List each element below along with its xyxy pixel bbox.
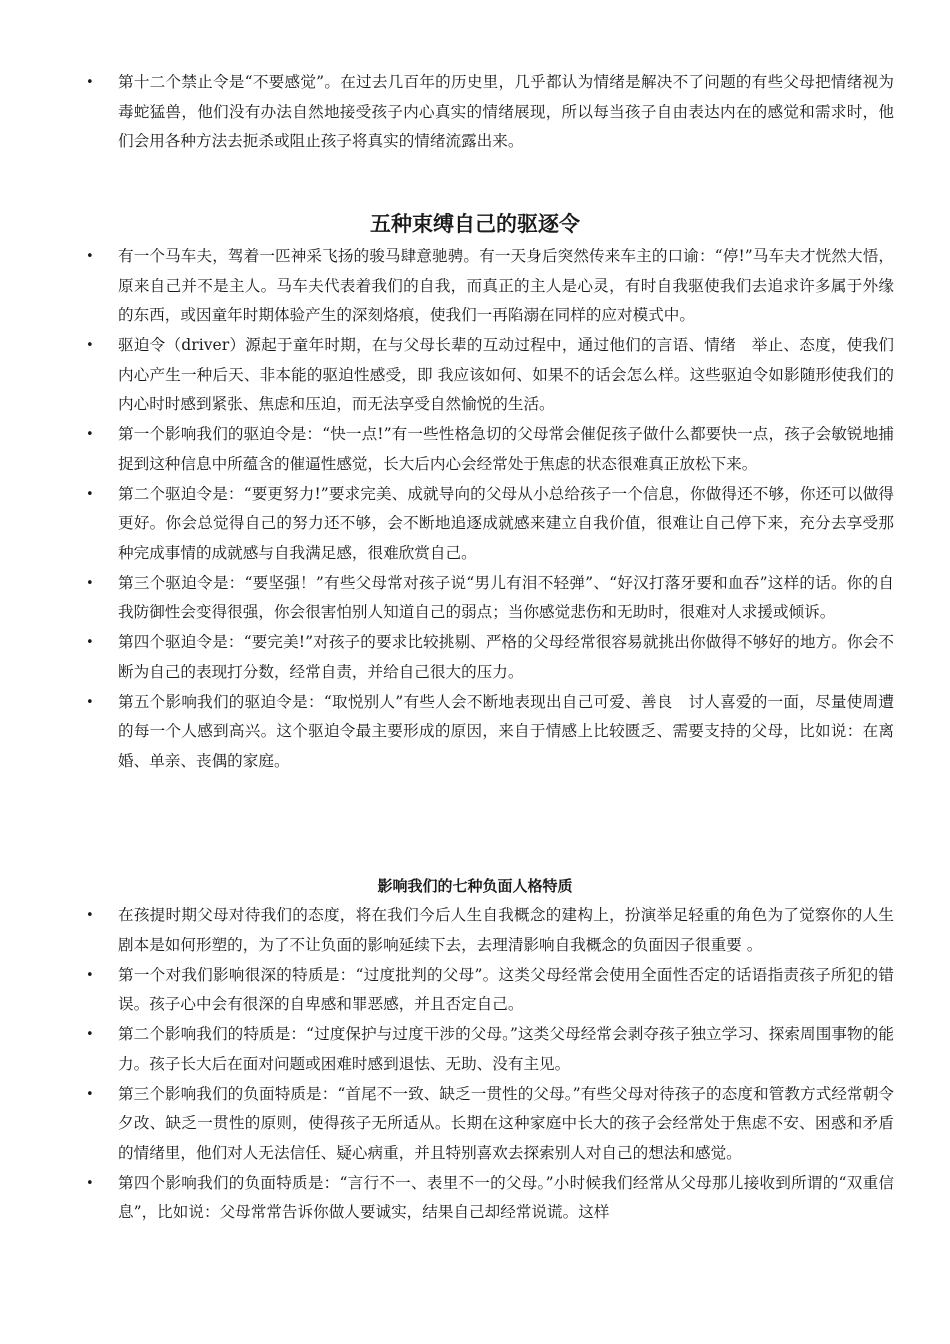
list-item [0,628,950,687]
section-heading-drivers: 五种束缚自己的驱逐令 [370,212,580,236]
bullet-icon: • [86,967,94,983]
list-item [0,480,950,569]
drivers-bullet-list [0,242,950,777]
list-item [0,961,950,1020]
bullet-icon: • [86,1175,94,1191]
paragraph-text: 第五个影响我们的驱迫令是：“取悦别人”有些人会不断地表现出自己可爱、善良 讨人喜爱的一面，尽量使周遭的每一个人感到高兴。这个驱迫令最主要形成的原因，来自于情感上比较匮乏、需要支持的父母，比如说：在离婚、单亲、丧偶的家庭。 [118,692,894,770]
paragraph-text: 第二个影响我们的特质是：“过度保护与过度干涉的父母。”这类父母经常会剥夺孩子独立学习、探索周围事物的能力。孩子长大后在面对问题或困难时感到退怯、无助、没有主见。 [118,1025,894,1073]
bullet-icon: • [86,635,94,650]
bullet-icon: • [86,1027,94,1042]
paragraph-text: 第四个影响我们的负面特质是：“言行不一、表里不一的父母。”小时候我们经常从父母那儿接收到所谓的“双重信息”，比如说：父母常常告诉你做人要诚实，结果自己却经常说谎。这样 [118,1173,894,1221]
paragraph-text: 第一个影响我们的驱迫令是：“快一点!”有一些性格急切的父母常会催促孩子做什么都要快一点，孩子会敏锐地捕捉到这种信息中所蕴含的催逼性感觉，长大后内心会经常处于焦虑的状态很难真正放松下来。 [118,425,894,473]
bullet-icon: • [86,1086,94,1102]
bullet-icon: • [86,575,94,591]
list-item [0,68,950,157]
traits-bullet-list [0,901,950,1228]
section-heading-traits: 影响我们的七种负面人格特质 [377,877,573,895]
list-item [0,331,950,420]
bullet-icon: • [86,694,94,710]
bullet-icon: • [86,908,94,923]
paragraph-text: 第一个对我们影响很深的特质是：“过度批判的父母”。这类父母经常会使用全面性否定的话语指责孩子所犯的错误。孩子心中会有很深的自卑感和罪恶感，并且否定自己。 [118,965,894,1013]
paragraph-text: 驱迫令（driver）源起于童年时期，在与父母长辈的互动过程中，通过他们的言语、情绪 举止、态度，使我们内心产生一种后天、非本能的驱迫性感受，即 我应该如何、如果不的话会怎么样。这些驱迫令如影随形使我们的内心时时感到紧张、焦虑和压迫，而无法享受自然愉悦的生活。 [118,336,894,413]
list-item [0,1169,950,1228]
paragraph-text: 有一个马车夫，驾着一匹神采飞扬的骏马肆意驰骋。有一天身后突然传来车主的口谕：“停!”马车夫才恍然大悟，原来自己并不是主人。马车夫代表着我们的自我，而真正的主人是心灵，有时自我驱使我们去追求许多属于外缘的东西，或因童年时期体验产生的深刻烙痕，使我们一再陷溺在同样的应对模式中。 [118,247,894,324]
paragraph-text: 第三个驱迫令是：“要坚强！”有些父母常对孩子说“男儿有泪不轻弹”、“好汉打落牙要和血吞”这样的话。你的自我防御性会变得很强，你会很害怕别人知道自己的弱点；当你感觉悲伤和无助时，很难对人求援或倾诉。 [118,573,894,621]
bullet-icon: • [86,75,94,90]
list-item [0,1020,950,1079]
intro-bullet-list [0,68,950,157]
paragraph-text: 第四个驱迫令是：“要完美!”对孩子的要求比较挑剔、严格的父母经常很容易就挑出你做得不够好的地方。你会不断为自己的表现打分数，经常自责，并给自己很大的压力。 [118,633,894,681]
bullet-icon: • [86,486,94,502]
list-item [0,242,950,331]
list-item [0,420,950,479]
list-item [0,1080,950,1169]
paragraph-text: 第二个驱迫令是：“要更努力!”要求完美、成就导向的父母从小总给孩子一个信息，你做得还不够，你还可以做得更好。你会总觉得自己的努力还不够，会不断地追逐成就感来建立自我价值，很难让自己停下来，充分去享受那种完成事情的成就感与自我满足感，很难欣赏自己。 [118,484,894,562]
list-item [0,569,950,628]
paragraph-text: 在孩提时期父母对待我们的态度，将在我们今后人生自我概念的建构上，扮演举足轻重的角色为了觉察你的人生剧本是如何形塑的，为了不让负面的影响延续下去，去理清影响自我概念的负面因子很重要 。 [118,906,894,954]
bullet-icon: • [86,249,94,264]
list-item [0,901,950,960]
paragraph-text: 第十二个禁止令是“不要感觉”。在过去几百年的历史里，几乎都认为情绪是解决不了问题的有些父母把情绪视为毒蛇猛兽，他们没有办法自然地接受孩子内心真实的情绪展现，所以每当孩子自由表达内在的感觉和需求时，他们会用各种方法去扼杀或阻止孩子将真实的情绪流露出来。 [118,73,894,150]
paragraph-text: 第三个影响我们的负面特质是：“首尾不一致、缺乏一贯性的父母。”有些父母对待孩子的态度和管教方式经常朝令夕改、缺乏一贯性的原则，使得孩子无所适从。长期在这种家庭中长大的孩子会经常处于焦虑不安、困惑和矛盾的情绪里，他们对人无法信任、疑心病重，并且特别喜欢去探索别人对自己的想法和感觉。 [118,1084,894,1162]
list-item [0,688,950,777]
bullet-icon: • [86,338,94,353]
bullet-icon: • [86,427,94,442]
